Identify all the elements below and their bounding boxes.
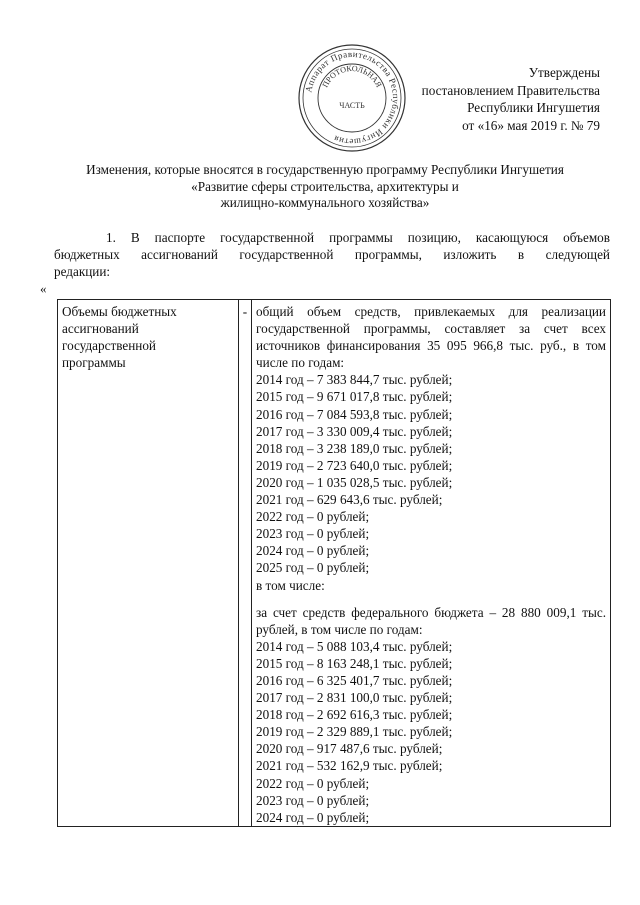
year-line: 2023 год – 0 рублей; xyxy=(256,792,370,808)
approval-line: постановлением Правительства xyxy=(421,82,600,98)
approval-line: Республики Ингушетия xyxy=(467,100,600,115)
year-line: 2016 год – 7 084 593,8 тыс. рублей; xyxy=(256,406,453,422)
intro-line: редакции: xyxy=(54,264,111,279)
svg-text:ПРОТОКОЛЬНАЯ xyxy=(321,64,384,90)
year-line: 2022 год – 0 рублей; xyxy=(256,775,370,791)
year-line: 2015 год – 8 163 248,1 тыс. рублей; xyxy=(256,655,453,671)
intro-line: 1. В паспорте государственной программы позицию, касающуюся объемов xyxy=(106,230,610,245)
year-line: 2024 год – 0 рублей; xyxy=(256,809,370,825)
year-line: 2022 год – 0 рублей; xyxy=(256,509,370,525)
label-cell xyxy=(58,300,239,827)
year-line: 2018 год – 3 238 189,0 тыс. рублей; xyxy=(256,440,453,456)
year-line: 2014 год – 5 088 103,4 тыс. рублей; xyxy=(256,638,453,654)
stamp-center-text: ЧАСТЬ xyxy=(339,101,365,110)
year-line: 2017 год – 2 831 100,0 тыс. рублей; xyxy=(256,690,453,706)
stamp-outer-text: Аппарат Правительства Республики Ингушетия xyxy=(303,48,402,148)
document-title xyxy=(40,162,610,212)
total-text: общий объем средств, привлекаемых для реализации государственной программы, составляет за счет всех источников финансирования 35 095 966,8 тыс. руб., в том числе по годам: xyxy=(256,304,606,371)
label-line: государственной xyxy=(62,338,156,354)
year-line: 2016 год – 6 325 401,7 тыс. рублей; xyxy=(256,672,453,688)
year-line: 2021 год – 629 643,6 тыс. рублей; xyxy=(256,492,443,508)
year-line: 2025 год – 0 рублей; xyxy=(256,560,370,576)
year-line: 2018 год – 2 692 616,3 тыс. рублей; xyxy=(256,707,453,723)
year-line: 2015 год – 9 671 017,8 тыс. рублей; xyxy=(256,389,453,405)
approval-block xyxy=(380,64,600,134)
stamp-inner-text: ПРОТОКОЛЬНАЯ xyxy=(320,63,384,89)
intro-paragraph xyxy=(54,229,610,280)
year-line: 2017 год – 3 330 009,4 тыс. рублей; xyxy=(256,423,453,439)
approval-date: от «16» мая 2019 г. № 79 xyxy=(462,117,600,133)
intro-line: бюджетных ассигнований государственной программы, изложить в следующей xyxy=(54,247,610,262)
year-line: 2023 год – 0 рублей; xyxy=(256,526,370,542)
table-row xyxy=(58,300,611,827)
year-line: 2014 год – 7 383 844,7 тыс. рублей; xyxy=(256,372,453,388)
year-line: 2019 год – 2 723 640,0 тыс. рублей; xyxy=(256,457,453,473)
value-cell xyxy=(252,300,611,827)
including-label: в том числе: xyxy=(256,577,325,593)
federal-text: за счет средств федерального бюджета – 28 880 009,1 тыс. рублей, в том числе по годам: xyxy=(256,604,606,637)
title-line: «Развитие сферы строительства, архитектуры и xyxy=(191,178,459,194)
year-line: 2021 год – 532 162,9 тыс. рублей; xyxy=(256,758,443,774)
approval-line: Утверждены xyxy=(528,65,600,80)
title-line: Изменения, которые вносятся в государственную программу Республики Ингушетия xyxy=(86,162,564,177)
label-line: программы xyxy=(62,355,126,371)
year-line: 2024 год – 0 рублей; xyxy=(256,543,370,559)
dash-cell: - xyxy=(239,300,252,827)
year-line: 2019 год – 2 329 889,1 тыс. рублей; xyxy=(256,724,453,740)
label-line: ассигнований xyxy=(62,321,139,337)
year-line: 2020 год – 917 487,6 тыс. рублей; xyxy=(256,741,443,757)
title-line: жилищно-коммунального хозяйства» xyxy=(220,195,430,210)
opening-quote: « xyxy=(40,281,47,296)
label-line: Объемы бюджетных xyxy=(62,304,177,319)
year-line: 2020 год – 1 035 028,5 тыс. рублей; xyxy=(256,474,453,490)
budget-table xyxy=(57,299,611,827)
